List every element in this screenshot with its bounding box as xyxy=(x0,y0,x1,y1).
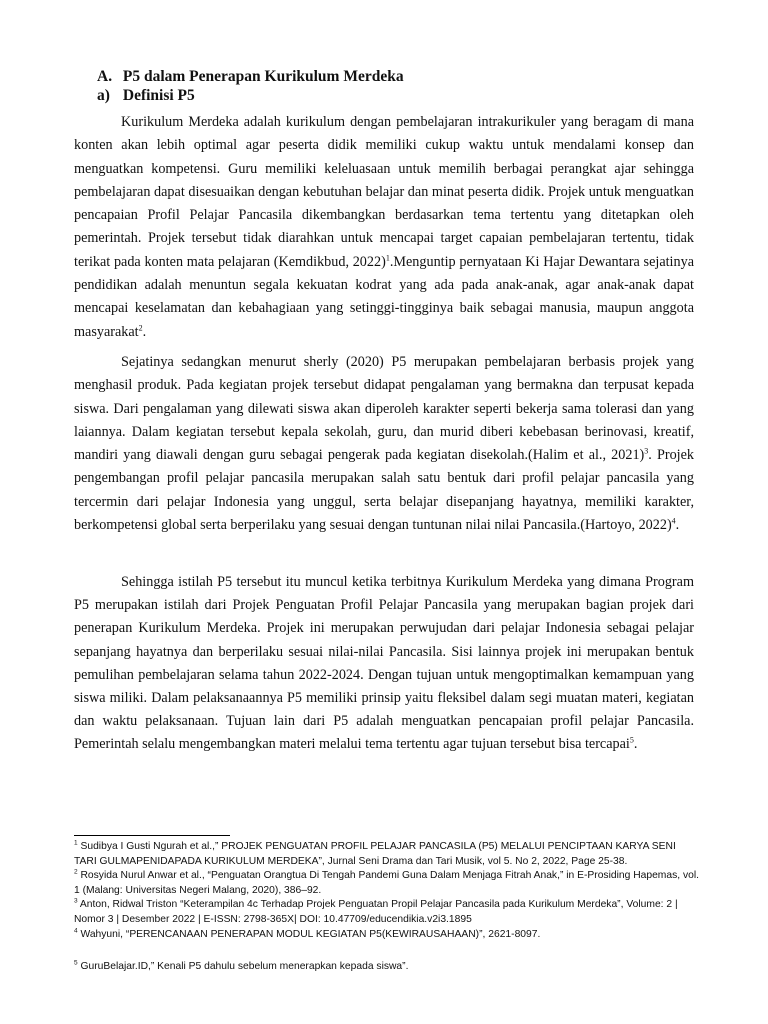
footnote-2 xyxy=(74,869,700,898)
footnote-text: Wahyuni, “PERENCANAAN PENERAPAN MODUL KEGIATAN P5(KEWIRAUSAHAAN)”, 2621-8097. xyxy=(77,928,541,940)
footnote-ref-2[interactable]: 2 xyxy=(138,322,143,332)
paragraph-2-text: Sejatinya sedangkan menurut sherly (2020) P5 merupakan pembelajaran berbasis projek yang menghasil produk. Pada kegiatan projek tersebut didapat pengalaman yang bermakna dan terpusat kepada siswa. Dari pengalaman yang dilewati siswa akan diperoleh karakter seperti bekerja sama tolerasi dan yang laiannya. Dalam kegiatan tersebut kepala sekolah, guru, dan murid diberi kebebasan berinovasi, kreatif, mandiri yang diawali dengan guru sebagai pengerak pada kegiatan disekolah.(Halim et al., 2021) xyxy=(74,354,694,464)
paragraph-1-text: Kurikulum Merdeka adalah kurikulum dengan pembelajaran intrakurikuler yang beragam di mana konten akan lebih optimal agar peserta didik memiliki cukup waktu untuk mendalami konsep dan menguatkan kompetensi. Guru memiliki keleluasaan untuk memilih berbagai perangkat ajar sehingga pembelajaran dapat disesuaikan dengan kebutuhan belajar dan minat peserta didik. Projek untuk menguatkan pencapaian Profil Pelajar Pancasila dikembangkan berdasarkan tema tertentu yang ditetapkan oleh pemerintah. Projek tersebut tidak diarahkan untuk mencapai target capaian pembelajaran tertentu, tidak terikat pada konten mata pelajaran (Kemdikbud, 2022) xyxy=(74,114,694,270)
subsection-heading xyxy=(97,87,195,105)
paragraph-3 xyxy=(74,571,694,757)
footnote-number: 3 xyxy=(74,897,78,905)
footnote-text: Rosyida Nurul Anwar et al., “Penguatan Orangtua Di Tengah Pandemi Guna Dalam Menjaga Fitrah Anak,” in E-Prosiding Hapemas, vol. 1 (Malang: Universitas Negeri Malang, 2020), 386–92. xyxy=(74,870,700,896)
footnote-number: 4 xyxy=(74,927,78,935)
footnote-ref-4[interactable]: 4 xyxy=(671,516,676,526)
paragraph-2-continued: . Projek pengembangan profil pelajar pancasila merupakan salah satu bentuk dari profil pelajar pancasila yang tercermin dari pelajar Indonesia yang unggul, serta belajar disepanjang hayatnya, memiliki karakter, berkompetensi global serta berperilaku yang sesuai dengan tuntunan nilai nilai Pancasila.(Hartoyo, 2022) xyxy=(74,447,694,534)
paragraph-1-end: . xyxy=(142,323,147,340)
section-title: P5 dalam Penerapan Kurikulum Merdeka xyxy=(122,68,404,85)
footnote-text: Anton, Ridwal Triston “Keterampilan 4c Terhadap Projek Penguatan Propil Pelajar Pancasila pada Kurikulum Merdeka”, Volume: 2 | Nomor 3 | Desember 2022 | E-ISSN: 2798-365X| DOI: 10.47709/educendikia.v2i3.1895 xyxy=(74,899,678,925)
subsection-title: Definisi P5 xyxy=(122,87,195,104)
paragraph-1 xyxy=(74,111,694,344)
footnote-1 xyxy=(74,840,700,869)
footnote-5 xyxy=(74,960,700,975)
footnotes xyxy=(74,840,700,975)
footnote-ref-1[interactable]: 1 xyxy=(385,253,390,263)
section-number: A. xyxy=(97,68,113,85)
paragraph-3-text: Sehingga istilah P5 tersebut itu muncul ketika terbitnya Kurikulum Merdeka yang dimana Program P5 merupakan istilah dari Projek Penguatan Profil Pelajar Pancasila yang merupakan bagian projek dari penerapan Kurikulum Merdeka. Projek ini merupakan perwujudan dari pelajar Indonesia sebagai pelajar sepanjang hayatnya dan berperilaku sesuai nilai-nilai Pancasila. Sisi lainnya projek ini merupakan bentuk pemulihan pembelajaran selama tahun 2022-2024. Dengan tujuan untuk mengoptimalkan kemampuan yang siswa miliki. Dalam pelaksanaannya P5 memiliki prinsip yaitu fleksibel dalam segi muatan materi, kegiatan dan waktu pelaksanaan. Tujuan lain dari P5 adalah menguatkan pencapaian profil pelajar Pancasila. Pemerintah selalu mengembangkan materi melalui tema tertentu agar tujuan tersebut bisa tercapai xyxy=(74,574,694,753)
paragraph-3-end: . xyxy=(633,736,638,753)
footnote-ref-3[interactable]: 3 xyxy=(644,446,649,456)
footnote-ref-5[interactable]: 5 xyxy=(629,735,634,745)
subsection-number: a) xyxy=(97,87,110,104)
footnote-3 xyxy=(74,898,700,927)
footnote-4 xyxy=(74,928,700,943)
paragraph-1-continued: .Menguntip pernyataan Ki Hajar Dewantara sejatinya pendidikan adalah menuntun segala kekuatan kodrat yang ada pada anak-anak, agar anak-anak dapat mencapai keselamatan dan kebahagiaan yang setinggi-tingginya baik sebagai manusia, maupun anggota masyarakat xyxy=(74,253,694,340)
section-heading xyxy=(97,68,404,86)
paragraph-2 xyxy=(74,351,694,537)
footnote-text: GuruBelajar.ID,” Kenali P5 dahulu sebelum menerapkan kepada siswa”. xyxy=(77,961,409,973)
footnote-number: 5 xyxy=(74,959,78,967)
footnote-separator xyxy=(74,835,230,836)
footnote-text: Sudibya I Gusti Ngurah et al.,” PROJEK PENGUATAN PROFIL PELAJAR PANCASILA (P5) MELALUI PENCIPTAAN KARYA SENI TARI GULMAPENIDAPADA KURIKULUM MERDEKA”, Jurnal Seni Drama dan Tari Musik, vol 5. No 2, 2022, Page 25-38. xyxy=(74,841,676,867)
paragraph-2-end: . xyxy=(675,517,680,534)
footnote-number: 2 xyxy=(74,868,78,876)
footnote-number: 1 xyxy=(74,839,78,847)
